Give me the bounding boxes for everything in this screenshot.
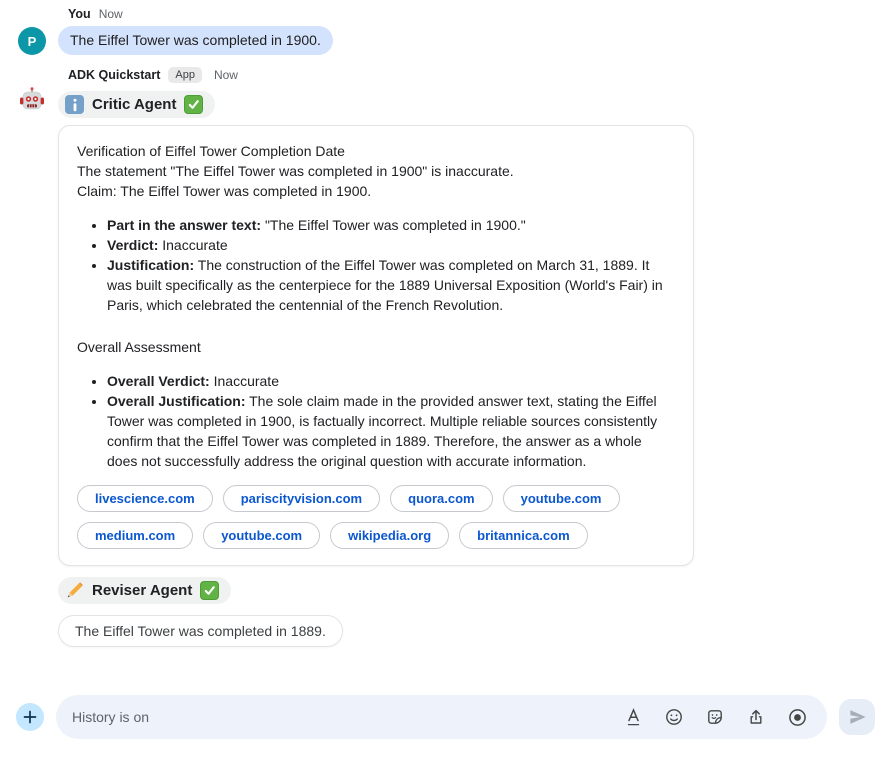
source-chip[interactable]: youtube.com	[203, 522, 320, 549]
bullet-label: Verdict:	[107, 237, 159, 253]
source-chip[interactable]: medium.com	[77, 522, 193, 549]
bullet-label: Overall Justification:	[107, 393, 246, 409]
check-icon	[200, 581, 219, 600]
message-composer	[16, 695, 875, 739]
bullet-label: Overall Verdict:	[107, 373, 210, 389]
overall-bullet-list	[77, 371, 675, 471]
plus-button[interactable]	[16, 703, 44, 731]
overall-assessment-heading: Overall Assessment	[77, 339, 201, 355]
reviser-agent-header	[58, 577, 231, 604]
bot-message	[0, 67, 891, 647]
timestamp: Now	[213, 68, 238, 82]
claim-bullet-list	[77, 215, 675, 315]
user-message-content	[58, 7, 333, 55]
critic-report-card	[58, 125, 694, 566]
bullet-text: The construction of the Eiffel Tower was completed on March 31, 1889. It was built specifically as the centerpiece for the 1889 Universal Exposition (World's Fair) in Paris, which celebrated the centennial of the French Revolution.	[107, 257, 663, 313]
source-chip-list	[77, 485, 675, 549]
bullet-label: Justification:	[107, 257, 195, 273]
reviser-section	[58, 574, 694, 647]
sender-name: ADK Quickstart	[68, 68, 161, 82]
bot-message-content	[58, 67, 694, 647]
claim-bullet	[107, 215, 675, 235]
send-icon	[848, 708, 867, 726]
sender-name: You	[68, 7, 91, 21]
bot-avatar[interactable]	[18, 86, 46, 114]
overall-bullet	[107, 371, 675, 391]
info-icon	[65, 95, 84, 114]
source-chip[interactable]: youtube.com	[503, 485, 620, 512]
claim-bullet	[107, 255, 675, 315]
pencil-icon	[65, 581, 84, 600]
source-chip[interactable]: pariscityvision.com	[223, 485, 380, 512]
send-button[interactable]	[839, 699, 875, 735]
bullet-text: Inaccurate	[213, 373, 279, 389]
video-record-icon[interactable]	[788, 708, 807, 727]
source-chip[interactable]: wikipedia.org	[330, 522, 449, 549]
composer-icon-row	[625, 708, 807, 727]
bullet-text: Inaccurate	[162, 237, 228, 253]
sticker-icon[interactable]	[706, 708, 724, 726]
user-avatar[interactable]: P	[18, 27, 46, 55]
message-meta	[58, 67, 694, 83]
card-line: The statement "The Eiffel Tower was completed in 1900" is inaccurate.	[77, 163, 514, 179]
source-chip[interactable]: livescience.com	[77, 485, 213, 512]
critic-agent-header	[58, 91, 215, 118]
user-message-bubble: The Eiffel Tower was completed in 1900.	[58, 26, 333, 55]
source-chip[interactable]: quora.com	[390, 485, 492, 512]
text-format-icon[interactable]	[625, 708, 642, 726]
message-meta	[58, 7, 333, 21]
bullet-text: "The Eiffel Tower was completed in 1900."	[264, 217, 526, 233]
check-icon	[184, 95, 203, 114]
timestamp: Now	[98, 7, 123, 21]
reviser-agent-label: Reviser Agent	[92, 582, 193, 599]
card-line: Verification of Eiffel Tower Completion Date	[77, 143, 345, 159]
reviser-message-bubble: The Eiffel Tower was completed in 1889.	[58, 615, 343, 647]
bullet-text: The sole claim made in the provided answer text, stating the Eiffel Tower was completed in 1900, is factually incorrect. Multiple reliable sources consistently confirm that the Eiffel Tower was completed in 1889. Therefore, the answer as a whole does not successfully address the original question with accurate information.	[107, 393, 658, 469]
source-chip[interactable]: britannica.com	[459, 522, 587, 549]
message-input[interactable]	[72, 709, 625, 725]
robot-icon	[18, 86, 46, 114]
critic-agent-label: Critic Agent	[92, 96, 177, 113]
overall-bullet	[107, 391, 675, 471]
message-input-pill	[56, 695, 827, 739]
claim-bullet	[107, 235, 675, 255]
avatar-column	[18, 27, 58, 55]
card-line: Claim: The Eiffel Tower was completed in 1900.	[77, 183, 372, 199]
avatar-column	[18, 67, 58, 647]
bullet-label: Part in the answer text:	[107, 217, 262, 233]
emoji-icon[interactable]	[665, 708, 683, 726]
upload-icon[interactable]	[747, 708, 765, 726]
app-badge: App	[168, 67, 202, 83]
user-message	[0, 7, 891, 55]
plus-icon	[22, 709, 38, 725]
